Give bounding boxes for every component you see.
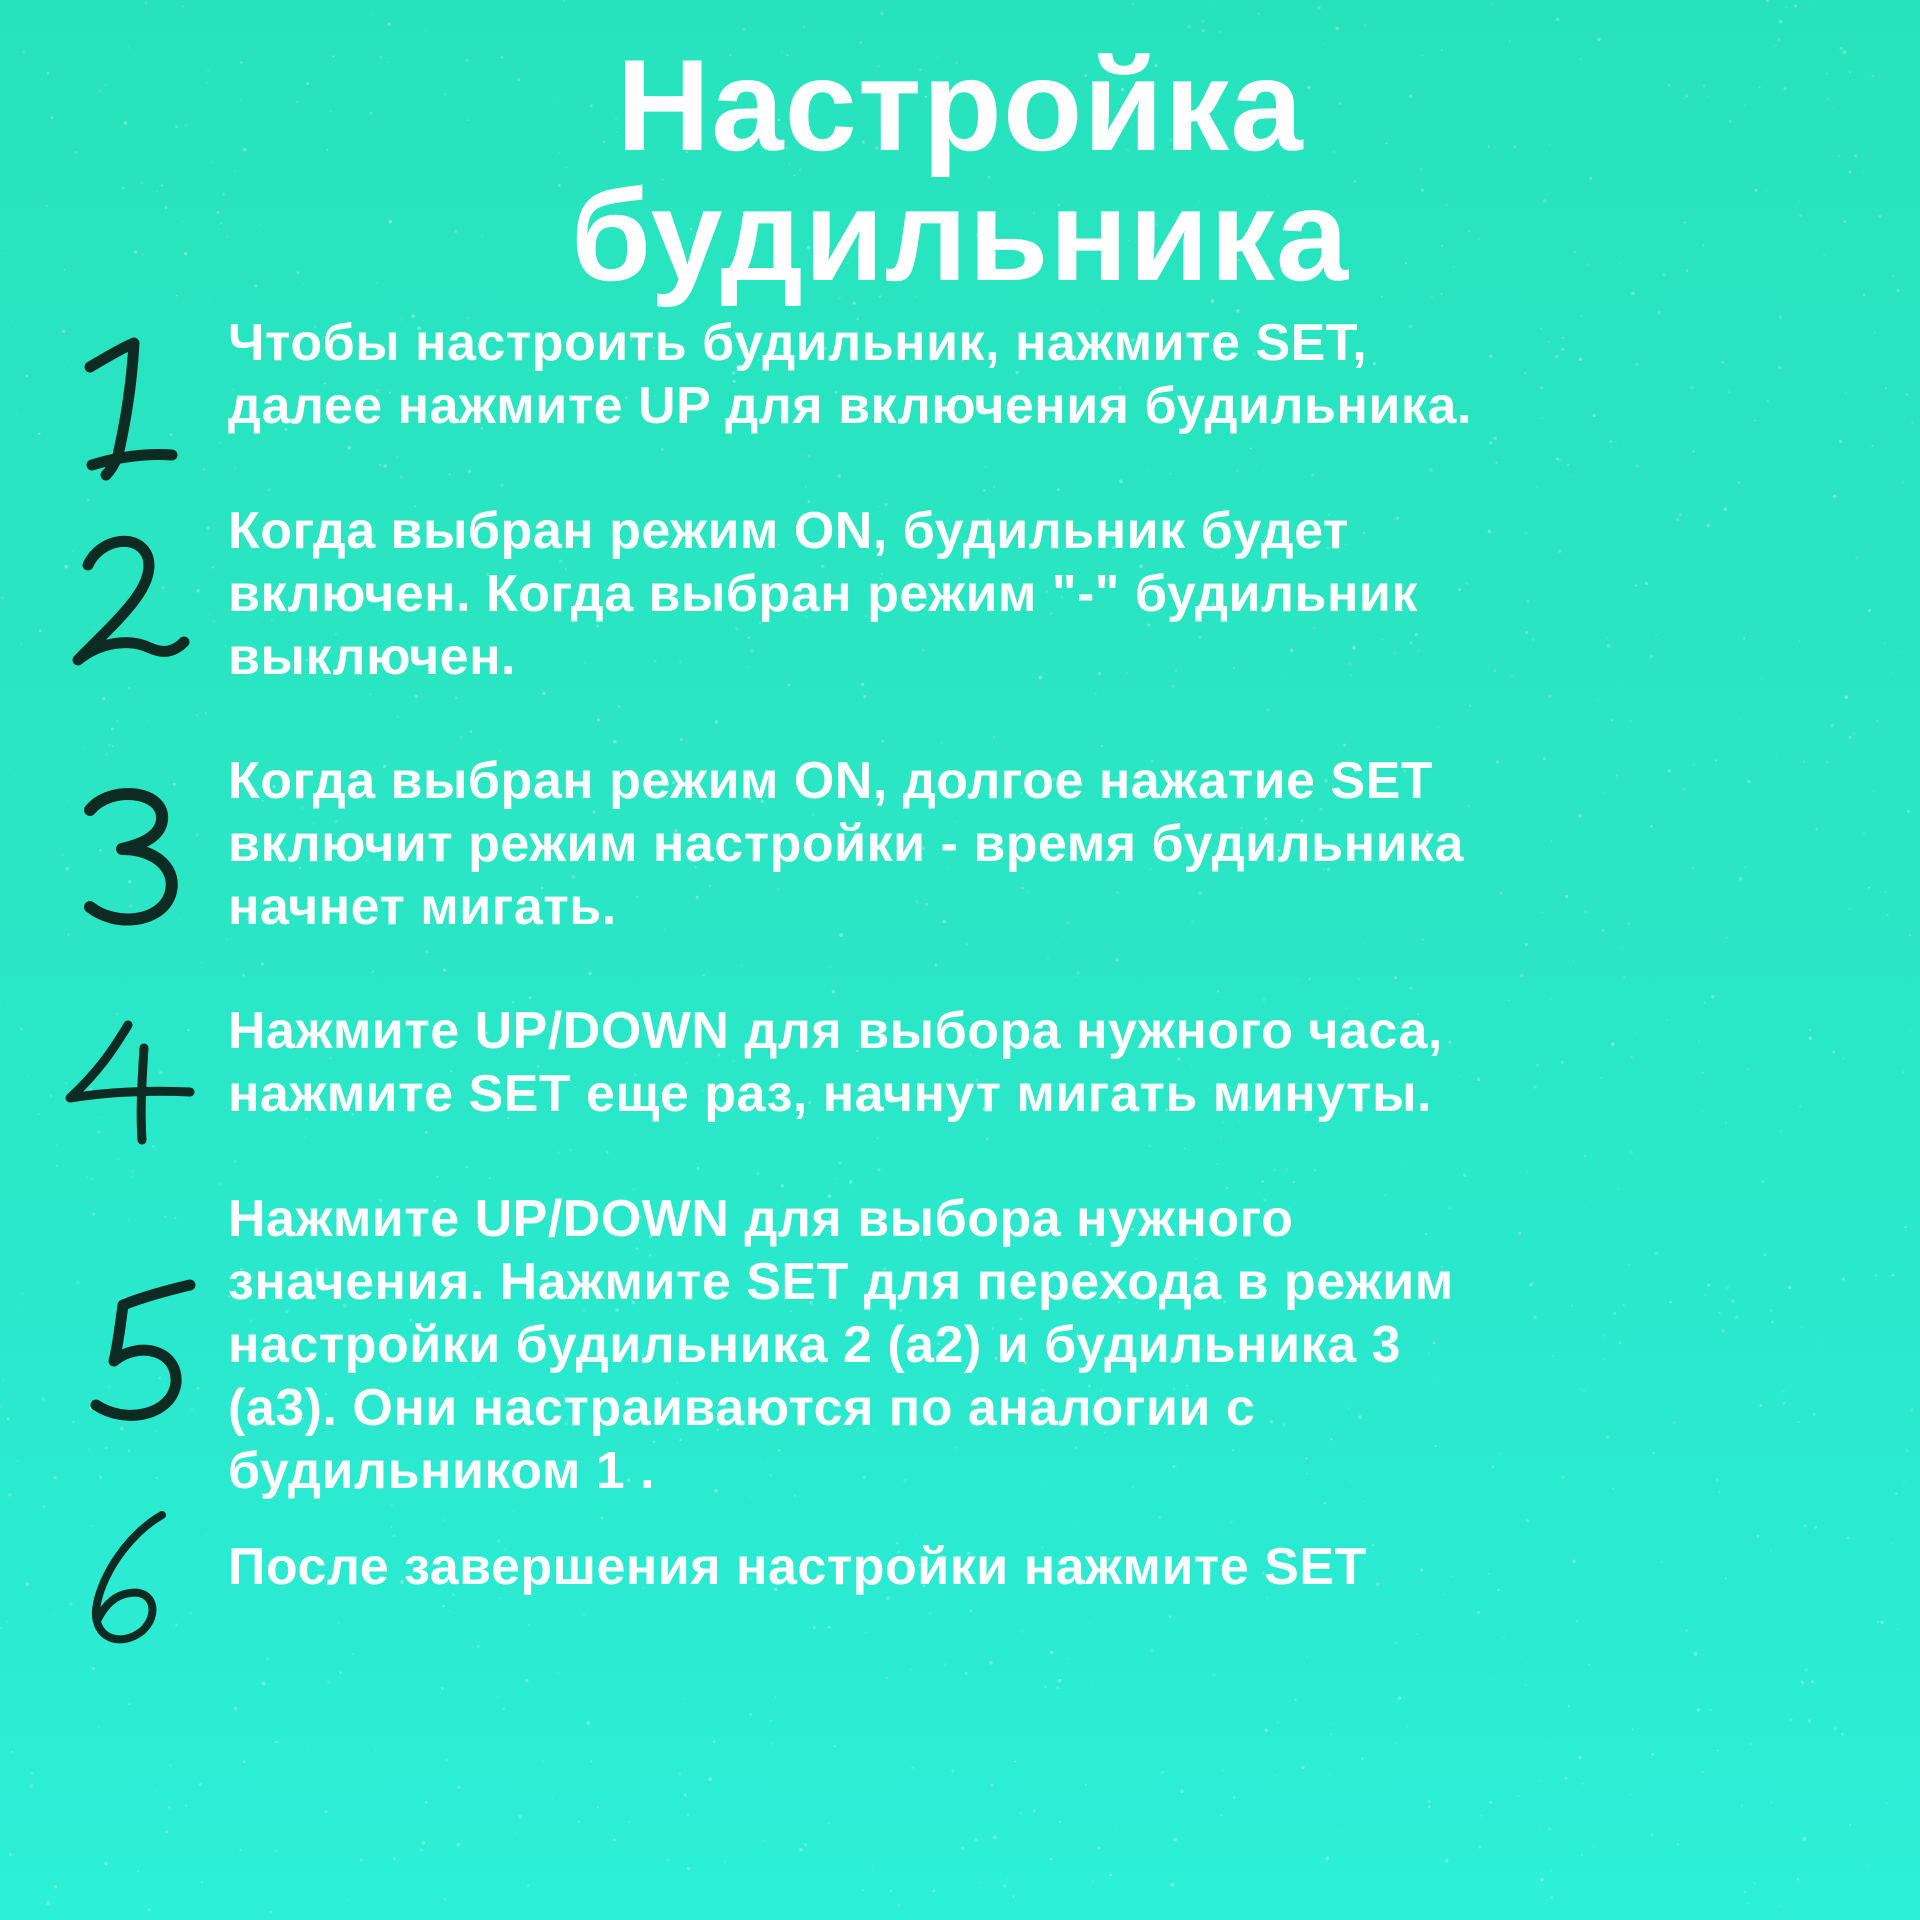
step-6-text (228, 1536, 1828, 1599)
step-1-line-2: далее нажмите UP для включения будильника. (228, 377, 1472, 435)
step-4-handwritten-digit (58, 1000, 198, 1170)
step-5-line-4: (a3). Они настраиваются по аналогии с (228, 1379, 1256, 1437)
step-2-line-3: выключен. (228, 628, 516, 686)
step-3-line-3: начнет мигать. (228, 878, 617, 936)
step-2-line-1: Когда выбран режим ON, будильник будет (228, 502, 1349, 560)
step-2-line-2: включен. Когда выбран режим "-" будильник (228, 565, 1418, 623)
step-6-handwritten-digit (70, 1495, 210, 1665)
step-5-line-3: настройки будильника 2 (a2) и будильника 3 (228, 1316, 1401, 1374)
step-5-line-1: Нажмите UP/DOWN для выбора нужного (228, 1190, 1294, 1248)
step-5-text (228, 1188, 1828, 1503)
step-2-handwritten-digit (60, 510, 200, 680)
step-2-text (228, 500, 1828, 689)
step-1-line-1: Чтобы настроить будильник, нажмите SET, (228, 314, 1368, 372)
step-6-line-1: После завершения настройки нажмите SET (228, 1538, 1367, 1596)
step-3-line-2: включит режим настройки - время будильника (228, 815, 1464, 873)
step-1-text (228, 312, 1828, 438)
step-4-line-1: Нажмите UP/DOWN для выбора нужного часа, (228, 1002, 1443, 1060)
step-5-line-2: значения. Нажмите SET для перехода в режим (228, 1253, 1454, 1311)
step-3-line-1: Когда выбран режим ON, долгое нажатие SET (228, 752, 1434, 810)
step-3-text (228, 750, 1828, 939)
page-title-line-2: будильника (570, 162, 1350, 308)
step-5-line-5: будильником 1 . (228, 1442, 656, 1500)
step-4-text (228, 1000, 1828, 1126)
page-title-line-1: Настройка (616, 32, 1304, 178)
step-3-handwritten-digit (70, 775, 210, 945)
step-5-handwritten-digit (68, 1265, 208, 1435)
step-1-handwritten-digit (62, 325, 202, 495)
step-4-line-2: нажмите SET еще раз, начнут мигать минуты. (228, 1065, 1432, 1123)
